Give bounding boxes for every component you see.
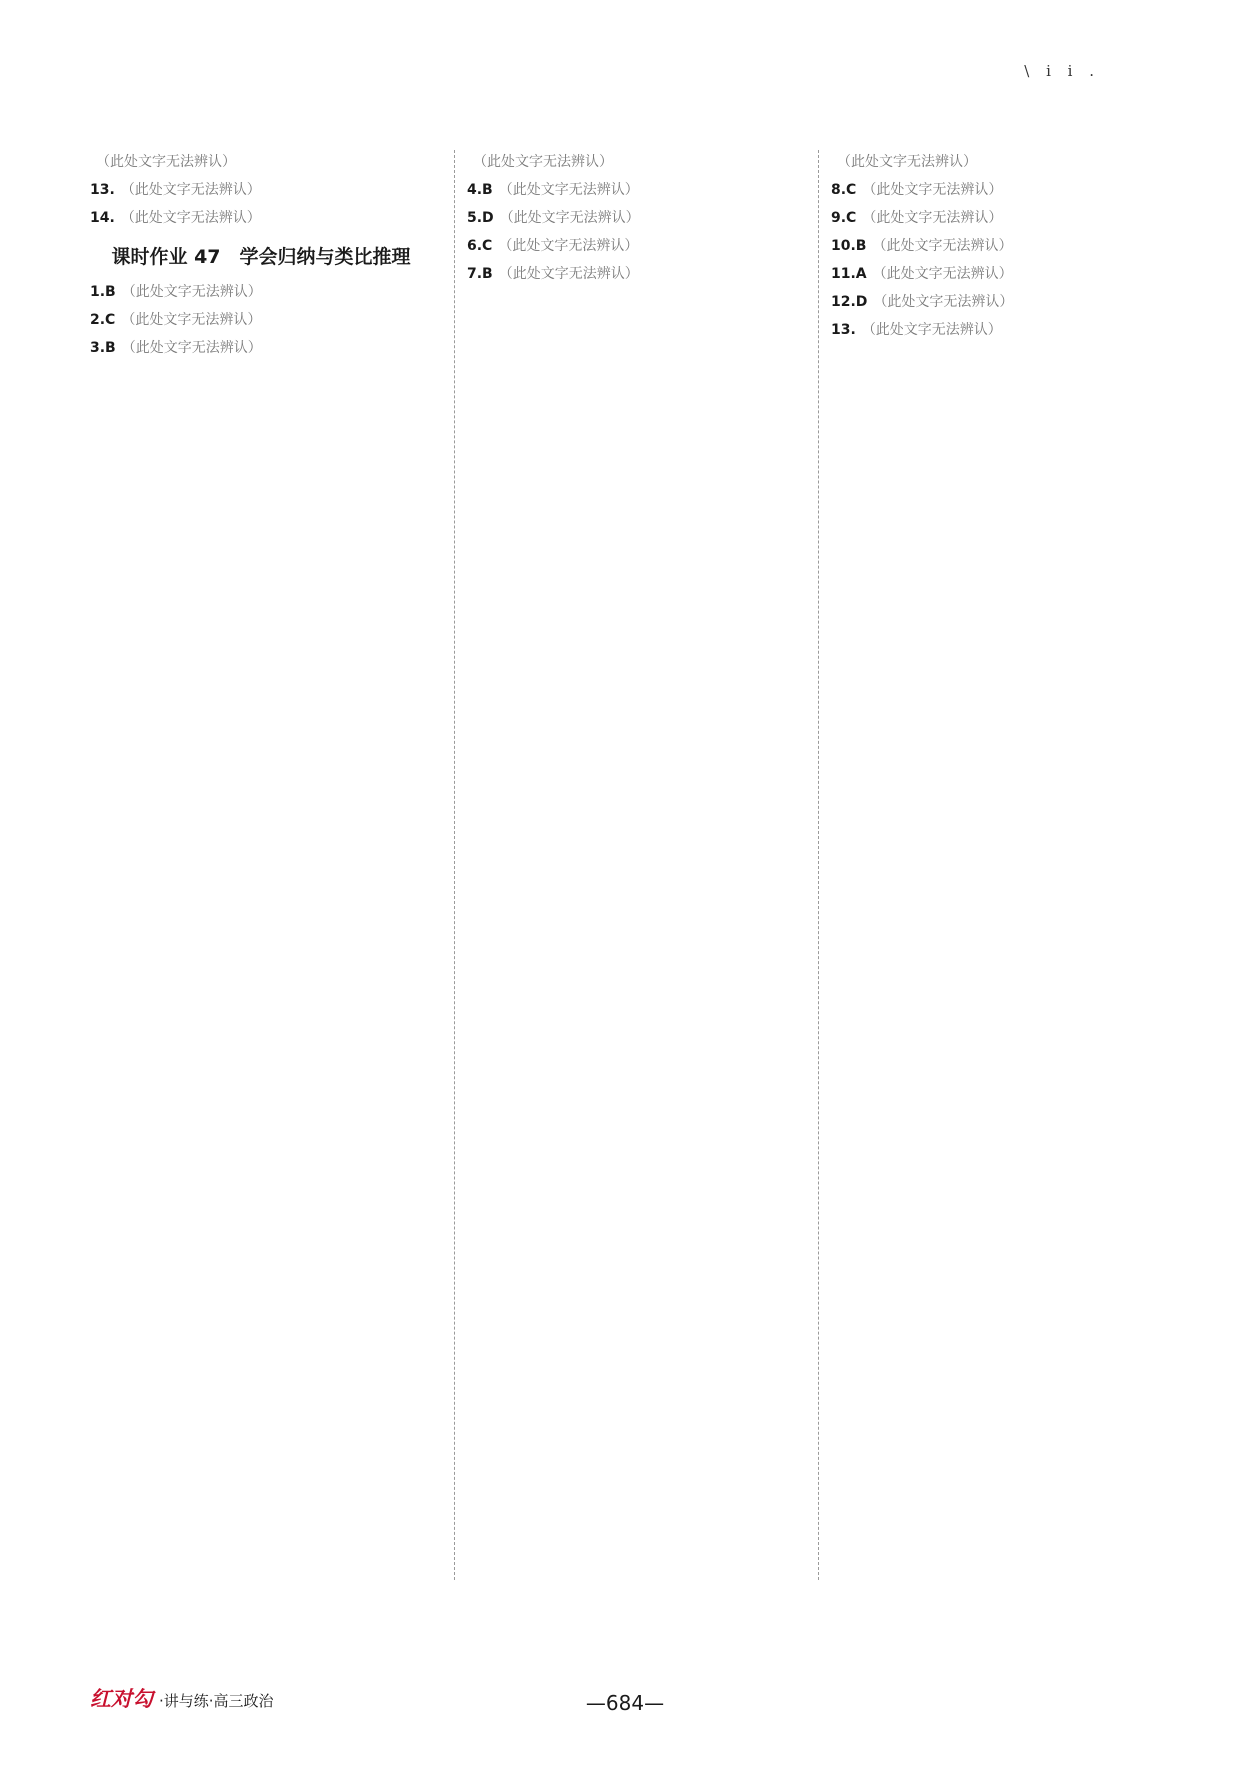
answer-item — [831, 318, 1160, 342]
answer-item — [90, 178, 432, 202]
brand-logo: 红对勾 — [90, 1686, 153, 1711]
answer-number: 7.B — [467, 266, 493, 282]
answer-text: （此处文字无法辨认） — [498, 266, 639, 282]
answer-text: （此处文字无法辨认） — [862, 182, 1003, 198]
answer-item — [467, 262, 796, 286]
section-title: 课时作业 47 学会归纳与类比推理 — [111, 246, 411, 268]
answer-text: （此处文字无法辨认） — [120, 210, 261, 226]
answer-item — [467, 178, 796, 202]
answer-item — [831, 290, 1160, 314]
answer-item — [90, 150, 432, 174]
answer-text: （此处文字无法辨认） — [96, 154, 236, 170]
answer-text: （此处文字无法辨认） — [498, 182, 639, 198]
page-number: —684— — [585, 1691, 665, 1715]
answer-text: （此处文字无法辨认） — [872, 238, 1013, 254]
answer-text: （此处文字无法辨认） — [873, 294, 1014, 310]
answer-columns — [90, 150, 1160, 1580]
answer-text: （此处文字无法辨认） — [120, 182, 261, 198]
middle-items — [467, 150, 796, 286]
left-items-after — [90, 280, 432, 360]
answer-number: 6.C — [467, 238, 493, 254]
answer-text: （此处文字无法辨认） — [498, 238, 639, 254]
answer-text: （此处文字无法辨认） — [872, 266, 1013, 282]
header-marks: \ i i . — [1024, 62, 1100, 80]
answer-number: 8.C — [831, 182, 857, 198]
answer-item — [831, 206, 1160, 230]
answer-text: （此处文字无法辨认） — [837, 154, 977, 170]
column-right — [818, 150, 1160, 1580]
right-items — [831, 150, 1160, 342]
answer-text: （此处文字无法辨认） — [121, 284, 262, 300]
answer-number: 13. — [831, 322, 856, 338]
answer-number: 9.C — [831, 210, 857, 226]
left-items-before — [90, 150, 432, 230]
answer-number: 13. — [90, 182, 115, 198]
answer-item — [831, 178, 1160, 202]
answer-text: （此处文字无法辨认） — [499, 210, 640, 226]
answer-number: 2.C — [90, 312, 116, 328]
answer-text: （此处文字无法辨认） — [861, 322, 1002, 338]
answer-number: 4.B — [467, 182, 493, 198]
column-left — [90, 150, 432, 1580]
answer-text: （此处文字无法辨认） — [121, 312, 262, 328]
answer-text: （此处文字无法辨认） — [862, 210, 1003, 226]
answer-item — [467, 206, 796, 230]
answer-item — [90, 280, 432, 304]
answer-number: 12.D — [831, 294, 868, 310]
answer-number: 11.A — [831, 266, 867, 282]
answer-item — [467, 234, 796, 258]
answer-item — [831, 262, 1160, 286]
answer-number: 3.B — [90, 340, 116, 356]
answer-item — [90, 336, 432, 360]
answer-number: 5.D — [467, 210, 494, 226]
answer-item — [831, 234, 1160, 258]
column-middle — [454, 150, 796, 1580]
answer-text: （此处文字无法辨认） — [121, 340, 262, 356]
answer-item — [831, 150, 1160, 174]
answer-item — [467, 150, 796, 174]
answer-number: 10.B — [831, 238, 867, 254]
answer-item — [90, 308, 432, 332]
answer-item — [90, 206, 432, 230]
answer-text: （此处文字无法辨认） — [473, 154, 613, 170]
answer-number: 1.B — [90, 284, 116, 300]
series-name: ·讲与练·高三政治 — [159, 1692, 274, 1710]
answer-number: 14. — [90, 210, 115, 226]
